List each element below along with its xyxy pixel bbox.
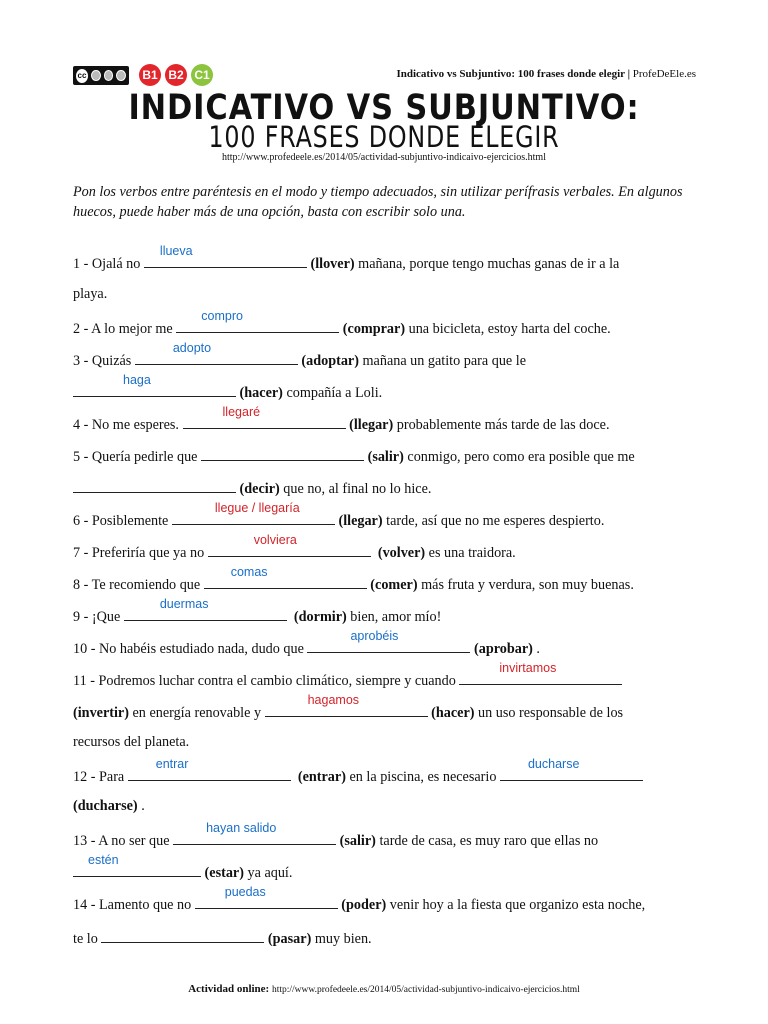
paren: (	[267, 931, 273, 947]
paren: )	[400, 321, 406, 337]
exercise-text: mañana, porque tengo muchas ganas de ir a la	[354, 256, 620, 272]
exercise-5-line-2	[73, 478, 431, 498]
exercise-1-line-1	[73, 244, 620, 273]
exercise-text: 6 - Posiblemente	[73, 513, 172, 529]
answer-text: entrar	[155, 757, 189, 771]
answer-blank[interactable]	[208, 533, 371, 557]
by-icon	[91, 70, 101, 81]
exercise-text: 9 - ¡Que	[73, 609, 124, 625]
verb-infinitive: salir	[344, 833, 372, 849]
exercise-text: mañana un gatito para que le	[358, 353, 526, 369]
answer-text: aprobéis	[350, 629, 399, 643]
verb-infinitive: hacer	[435, 705, 470, 721]
answer-text: haga	[123, 373, 151, 387]
paren: (	[73, 705, 78, 721]
paren: )	[132, 798, 138, 814]
paren: )	[124, 705, 129, 721]
answer-blank[interactable]	[128, 757, 291, 781]
paren: (	[431, 705, 436, 721]
paren: )	[420, 545, 426, 561]
verb-infinitive: comprar	[347, 321, 401, 337]
footer	[0, 983, 768, 995]
answer-blank[interactable]	[183, 405, 346, 429]
answer-text: llegaré	[222, 405, 261, 419]
paren: )	[275, 481, 280, 497]
exercise-text: en la piscina, es necesario	[345, 769, 500, 785]
paren: )	[341, 769, 346, 785]
answer-text: llegue / llegaría	[214, 501, 300, 515]
exercise-text: conmigo, pero como era posible que me	[403, 449, 635, 465]
paren: )	[239, 865, 244, 881]
paren: )	[278, 385, 283, 401]
answer-blank[interactable]	[195, 885, 338, 909]
running-header-site[interactable]: ProfeDeEle.es	[632, 68, 696, 80]
page-subtitle: 100 FRASES DONDE ELEGIR	[208, 120, 560, 154]
exercise-text: un uso responsable de los	[474, 705, 624, 721]
answer-text: volviera	[253, 533, 297, 547]
answer-blank[interactable]	[265, 693, 428, 717]
exercise-text: 14 - Lamento que no	[73, 897, 195, 913]
exercise-text: una bicicleta, estoy harta del coche.	[405, 321, 611, 337]
verb-infinitive: llegar	[353, 417, 389, 433]
exercise-12-line-1	[73, 757, 643, 786]
exercise-text: 12 - Para	[73, 769, 128, 785]
answer-blank[interactable]	[459, 661, 622, 685]
answer-blank[interactable]	[307, 629, 470, 653]
paren: )	[388, 417, 394, 433]
exercise-8	[73, 565, 634, 594]
exercise-text: te lo	[73, 931, 102, 947]
nc-icon	[104, 70, 114, 81]
exercise-text: probablemente más tarde de las doce.	[393, 417, 610, 433]
exercise-text: ya aquí.	[243, 865, 293, 881]
exercise-text: 10 - No habéis estudiado nada, dudo que	[73, 641, 308, 657]
paren: (	[338, 513, 344, 529]
exercise-5-line-1	[73, 446, 635, 466]
exercise-text: 3 - Quizás	[73, 353, 135, 369]
paren: (	[342, 321, 348, 337]
sa-icon	[116, 70, 126, 81]
answer-blank[interactable]	[124, 597, 287, 621]
footer-url[interactable]: http://www.profedeele.es/2014/05/actividad-subjuntivo-indicaivo-ejercicios.html	[271, 985, 580, 995]
answer-text: compro	[201, 309, 243, 323]
answer-text: comas	[230, 565, 268, 579]
exercise-2	[73, 309, 611, 338]
verb-infinitive: invertir	[77, 705, 125, 721]
exercise-12-line-2	[73, 798, 145, 815]
exercise-10	[73, 629, 540, 658]
paren: (	[310, 256, 316, 272]
paren: (	[73, 798, 78, 814]
footer-label: Actividad online:	[188, 983, 270, 995]
exercise-3-line-2	[73, 373, 383, 402]
answer-blank[interactable]	[101, 928, 264, 943]
exercise-text: más fruta y verdura, son muy buenas.	[417, 577, 634, 593]
answer-text: llueva	[159, 244, 193, 258]
exercise-text: recursos del planeta.	[73, 734, 190, 750]
paren: (	[370, 577, 376, 593]
verb-infinitive: ducharse	[77, 798, 133, 814]
exercise-13-line-1	[73, 821, 599, 850]
exercise-text: 5 - Quería pedirle que	[73, 449, 202, 465]
exercise-text: .	[532, 641, 540, 657]
exercise-text: 2 - A lo mejor me	[73, 321, 177, 337]
exercise-text: 1 - Ojalá no	[73, 256, 144, 272]
answer-text: invirtamos	[499, 661, 557, 675]
answer-blank[interactable]	[144, 244, 307, 268]
paren: )	[371, 833, 376, 849]
verb-infinitive: aprobar	[478, 641, 529, 657]
paren: (	[339, 833, 345, 849]
verb-infinitive: entrar	[302, 769, 342, 785]
exercise-14-line-2	[73, 928, 372, 948]
verb-infinitive: poder	[346, 897, 382, 913]
paren: (	[349, 417, 354, 433]
exercise-13-line-2	[73, 853, 293, 882]
exercise-text: que no, al final no lo hice.	[279, 481, 432, 497]
answer-blank[interactable]	[201, 446, 364, 461]
paren: )	[528, 641, 533, 657]
paren: (	[473, 641, 479, 657]
exercise-11-line-3	[73, 734, 189, 751]
verb-infinitive: salir	[372, 449, 400, 465]
verb-infinitive: comer	[375, 577, 413, 593]
paren: )	[399, 449, 404, 465]
answer-blank[interactable]	[176, 309, 339, 333]
answer-text: puedas	[224, 885, 266, 899]
answer-blank[interactable]	[172, 501, 335, 525]
paren: )	[469, 705, 475, 721]
exercise-text: es una traidora.	[425, 545, 516, 561]
answer-text: duermas	[159, 597, 209, 611]
exercise-text: playa.	[73, 286, 108, 302]
exercise-11-line-1	[73, 661, 622, 690]
answer-text: hayan salido	[206, 821, 277, 835]
exercise-text: muy bien.	[311, 931, 372, 947]
paren: (	[297, 769, 303, 785]
exercise-text: 7 - Preferiría que ya no	[73, 545, 208, 561]
exercise-11-line-2	[73, 693, 624, 722]
exercise-14-line-1	[73, 885, 646, 914]
answer-blank[interactable]	[173, 821, 336, 845]
paren: )	[377, 513, 383, 529]
level-badge-b1: B1	[139, 64, 161, 86]
running-header-separator: |	[624, 68, 633, 80]
verb-infinitive: hacer	[244, 385, 279, 401]
paren: (	[301, 353, 307, 369]
paren: )	[349, 256, 355, 272]
source-url[interactable]: http://www.profedeele.es/2014/05/actividad-subjuntivo-indicaivo-ejercicios.html	[222, 152, 546, 163]
answer-blank[interactable]	[73, 853, 201, 877]
paren: (	[341, 897, 347, 913]
answer-text: estén	[88, 853, 119, 867]
answer-blank[interactable]	[73, 373, 236, 397]
exercise-text: 4 - No me esperes.	[73, 417, 183, 433]
exercise-text: bien, amor mío!	[346, 609, 442, 625]
verb-infinitive: decir	[244, 481, 276, 497]
exercise-text: tarde, así que no me esperes despierto.	[382, 513, 605, 529]
paren: )	[306, 931, 312, 947]
verb-infinitive: pasar	[272, 931, 307, 947]
exercise-text: .	[137, 798, 145, 814]
running-header	[396, 68, 696, 80]
paren: (	[293, 609, 299, 625]
exercise-6	[73, 501, 605, 530]
cc-icon: cc	[76, 69, 88, 83]
exercise-text: tarde de casa, es muy raro que ellas no	[375, 833, 599, 849]
exercise-1-line-2	[73, 286, 107, 303]
paren: )	[381, 897, 387, 913]
exercise-text: 13 - A no ser que	[73, 833, 174, 849]
exercise-text: en energía renovable y	[128, 705, 265, 721]
paren: )	[412, 577, 418, 593]
verb-infinitive: dormir	[298, 609, 342, 625]
answer-blank[interactable]	[135, 341, 298, 365]
verb-infinitive: llegar	[343, 513, 378, 529]
answer-blank[interactable]	[204, 565, 367, 589]
page-title: INDICATIVO VS SUBJUNTIVO:	[128, 88, 640, 128]
verb-infinitive: volver	[382, 545, 421, 561]
answer-text: hagamos	[307, 693, 360, 707]
paren: )	[342, 609, 347, 625]
exercise-9	[73, 597, 442, 626]
paren: )	[354, 353, 359, 369]
exercise-4	[73, 405, 610, 434]
paren: (	[377, 545, 383, 561]
answer-text: adopto	[172, 341, 212, 355]
level-badge-c1: C1	[191, 64, 213, 86]
verb-infinitive: llover	[315, 256, 350, 272]
exercise-text: compañía a Loli.	[282, 385, 383, 401]
paren: (	[239, 385, 245, 401]
paren: (	[367, 449, 373, 465]
creative-commons-badge	[73, 66, 129, 85]
instructions: Pon los verbos entre paréntesis en el modo y tiempo adecuados, sin utilizar perífrasis verbales. En algunos huecos, puede haber más de una opción, basta con escribir solo una.	[73, 184, 683, 220]
verb-infinitive: estar	[209, 865, 240, 881]
running-header-title: Indicativo vs Subjuntivo: 100 frases donde elegir	[396, 68, 625, 80]
answer-text: ducharse	[527, 757, 580, 771]
answer-blank[interactable]	[500, 757, 643, 781]
paren: (	[204, 865, 210, 881]
level-badge-b2: B2	[165, 64, 187, 86]
paren: (	[239, 481, 245, 497]
exercise-3-line-1	[73, 341, 526, 370]
exercise-text: 8 - Te recomiendo que	[73, 577, 204, 593]
answer-blank[interactable]	[73, 478, 236, 493]
exercise-text: 11 - Podremos luchar contra el cambio climático, siempre y cuando	[73, 673, 460, 689]
verb-infinitive: adoptar	[306, 353, 355, 369]
exercise-7	[73, 533, 516, 562]
exercise-text: venir hoy a la fiesta que organizo esta noche,	[386, 897, 646, 913]
